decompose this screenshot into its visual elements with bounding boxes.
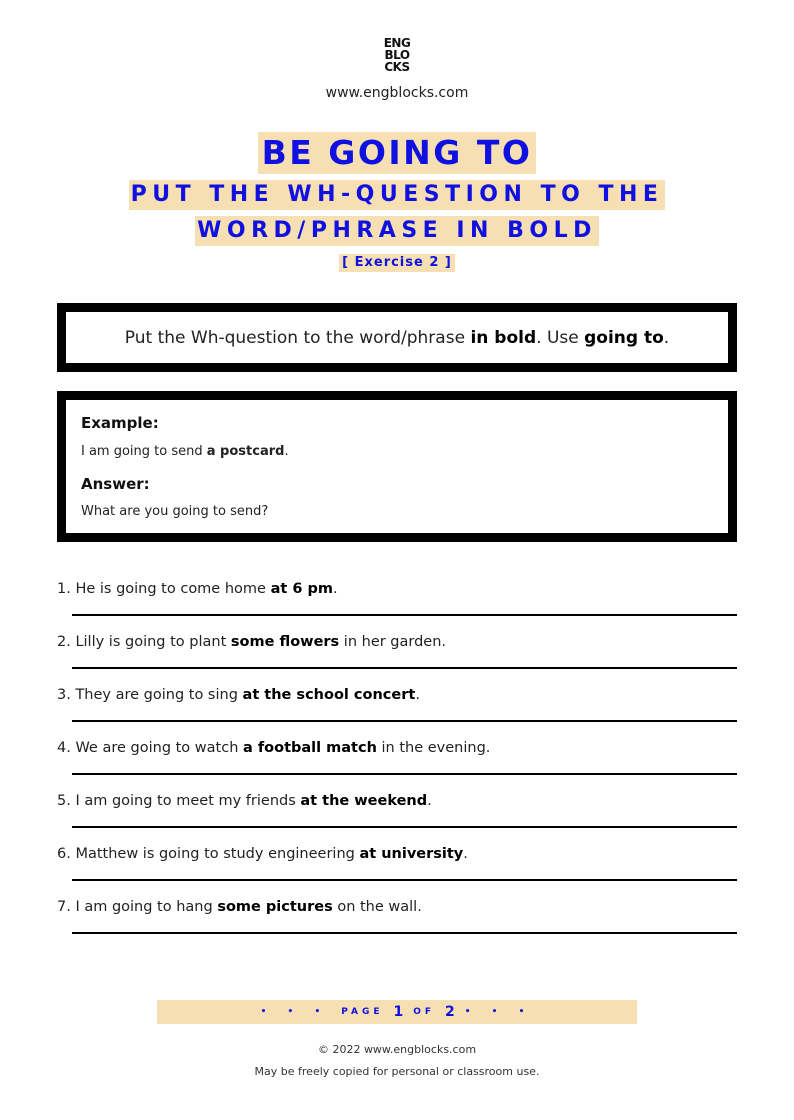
exercise-label: [ Exercise 2 ]: [339, 254, 455, 272]
question-bold: at 6 pm: [270, 581, 333, 597]
question-pre: 3. They are going to sing: [57, 687, 243, 703]
example-sentence: [81, 444, 289, 459]
logo-line-2: BLO: [384, 48, 410, 62]
subtitle-line2-wrap: [0, 216, 794, 246]
instruction-mid: . Use: [536, 327, 585, 348]
pager-page-total: 2: [445, 1004, 455, 1020]
question-post: on the wall.: [332, 899, 422, 915]
instruction-box: [57, 303, 737, 372]
answer-line[interactable]: [72, 826, 737, 828]
instruction-bold-2: going to: [584, 327, 664, 348]
instruction-bold-1: in bold: [470, 327, 537, 348]
question-item-1: [57, 581, 737, 597]
page-indicator: [157, 1000, 637, 1024]
question-pre: 2. Lilly is going to plant: [57, 634, 231, 650]
question-text: [57, 740, 737, 756]
question-pre: 6. Matthew is going to study engineering: [57, 846, 360, 862]
example-label: Example:: [81, 414, 159, 432]
example-post: .: [284, 444, 289, 459]
question-item-4: [57, 740, 737, 756]
title-main-wrap: [0, 132, 794, 174]
example-pre: I am going to send: [81, 444, 207, 459]
question-pre: 5. I am going to meet my friends: [57, 793, 301, 809]
answer-line[interactable]: [72, 773, 737, 775]
question-item-3: [57, 687, 737, 703]
pager-dots-left: • • •: [260, 1007, 330, 1017]
question-text: [57, 581, 737, 597]
question-pre: 4. We are going to watch: [57, 740, 243, 756]
answer-text: What are you going to send?: [81, 504, 269, 519]
example-bold: a postcard: [206, 444, 285, 459]
site-url[interactable]: www.engblocks.com: [325, 85, 469, 101]
page-title: BE GOING TO: [258, 132, 537, 174]
pager-dots-right: • • •: [464, 1007, 534, 1017]
question-bold: some flowers: [230, 634, 340, 650]
question-post: in the evening.: [376, 740, 491, 756]
question-post: .: [463, 846, 468, 862]
instruction-post: .: [663, 327, 670, 348]
copyright: © 2022 www.engblocks.com: [317, 1043, 477, 1056]
question-text: [57, 634, 737, 650]
pager-of-word: OF: [413, 1007, 436, 1017]
question-text: [57, 687, 737, 703]
logo-line-3: CKS: [384, 60, 410, 74]
question-text: [57, 793, 737, 809]
subtitle-line1-wrap: [0, 180, 794, 210]
question-post: .: [427, 793, 432, 809]
answer-line[interactable]: [72, 720, 737, 722]
logo-line-1: ENG: [383, 36, 411, 50]
question-pre: 7. I am going to hang: [57, 899, 218, 915]
question-item-2: [57, 634, 737, 650]
exercise-label-wrap: [0, 251, 794, 272]
question-text: [57, 899, 737, 915]
question-text: [57, 846, 737, 862]
question-post: in her garden.: [339, 634, 447, 650]
question-item-7: [57, 899, 737, 915]
question-post: .: [332, 581, 338, 597]
pager-page-number: 1: [393, 1004, 404, 1020]
question-bold: at university: [359, 846, 464, 862]
usage-note: May be freely copied for personal or classroom use.: [254, 1065, 540, 1078]
answer-line[interactable]: [72, 879, 737, 881]
question-pre: 1. He is going to come home: [57, 581, 271, 597]
question-item-5: [57, 793, 737, 809]
question-bold: at the school concert: [242, 687, 416, 703]
engblocks-logo: [0, 37, 794, 73]
question-bold: a football match: [243, 740, 377, 756]
subtitle-line-1: PUT THE WH-QUESTION TO THE: [129, 180, 666, 210]
example-box: [57, 391, 737, 542]
instruction-pre: Put the Wh-question to the word/phrase: [124, 327, 471, 348]
question-post: .: [415, 687, 420, 703]
instruction-text: [125, 328, 669, 348]
answer-line[interactable]: [72, 614, 737, 616]
subtitle-line-2: WORD/PHRASE IN BOLD: [195, 216, 599, 246]
question-bold: some pictures: [217, 899, 333, 915]
question-bold: at the weekend: [300, 793, 428, 809]
answer-label: Answer:: [81, 475, 150, 493]
pager-page-word: PAGE: [341, 1007, 384, 1017]
answer-line[interactable]: [72, 932, 737, 934]
answer-line[interactable]: [72, 667, 737, 669]
question-item-6: [57, 846, 737, 862]
